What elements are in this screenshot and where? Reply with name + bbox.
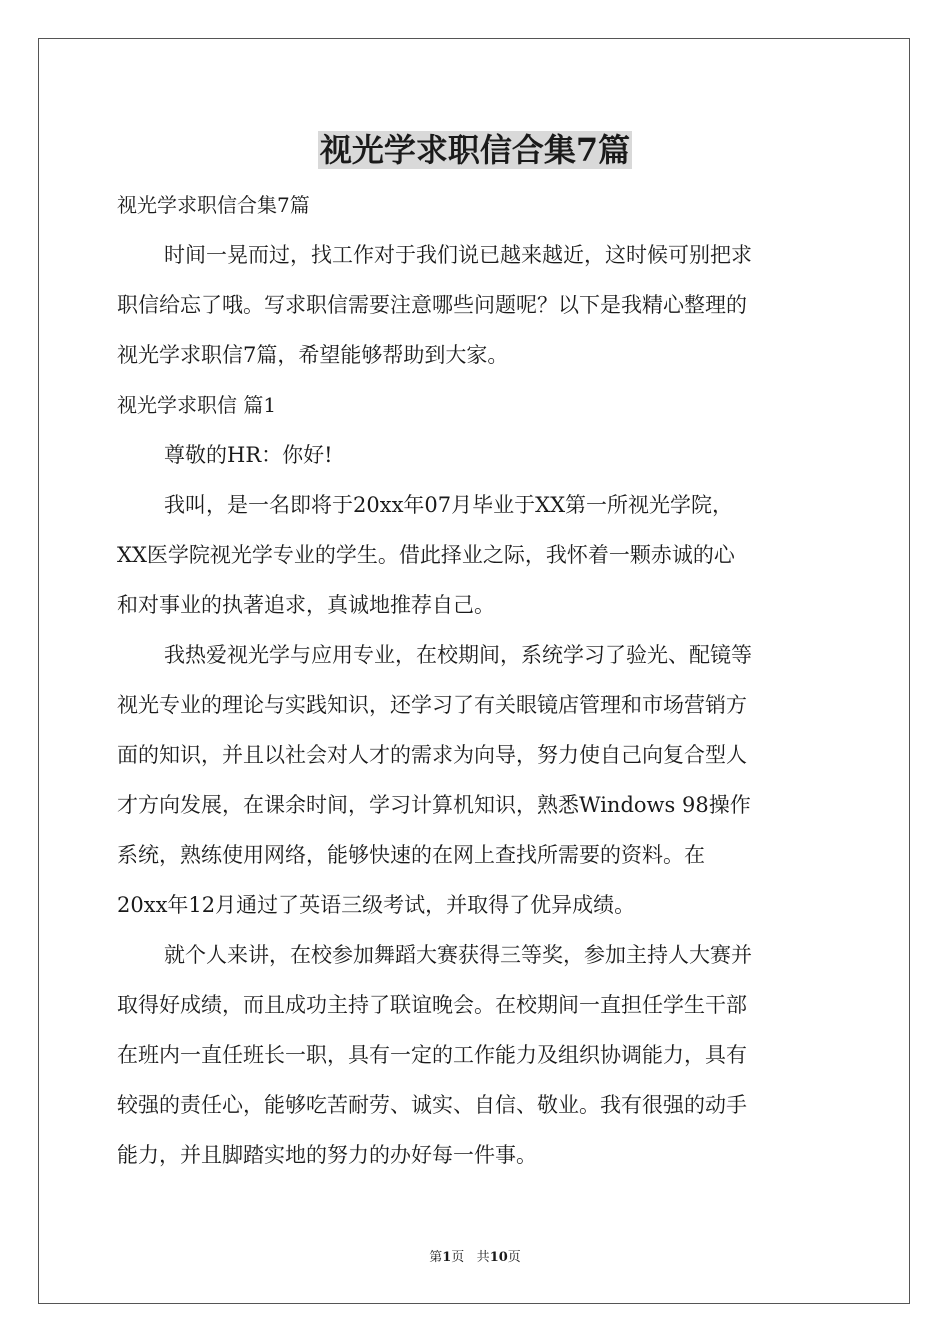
document-title [0,128,950,172]
footer-total-suffix: 页 [507,1250,521,1265]
section-heading: 视光学求职信合集7篇 [117,193,310,217]
footer-total-prefix: 共 [476,1250,490,1265]
paragraph-line: 视光学求职信7篇，希望能够帮助到大家。 [117,343,509,367]
paragraph-line: 面的知识，并且以社会对人才的需求为向导，努力使自己向复合型人 [117,743,747,767]
paragraph-line: XX医学院视光学专业的学生。借此择业之际，我怀着一颗赤诚的心 [117,543,735,567]
paragraph-line: 系统，熟练使用网络，能够快速的在网上查找所需要的资料。在 [117,843,705,867]
paragraph-line: 才方向发展，在课余时间，学习计算机知识，熟悉Windows 98操作 [117,793,751,817]
document-title-text: 视光学求职信合集7篇 [319,131,631,169]
paragraph-line: 较强的责任心，能够吃苦耐劳、诚实、自信、敬业。我有很强的动手 [117,1093,747,1117]
document-body [117,180,835,1180]
paragraph-line: 就个人来讲，在校参加舞蹈大赛获得三等奖，参加主持人大赛并 [164,943,752,967]
page-footer [0,1246,950,1265]
paragraph-line: 我叫，是一名即将于20xx年07月毕业于XX第一所视光学院， [164,493,734,517]
paragraph-line: 职信给忘了哦。写求职信需要注意哪些问题呢？以下是我精心整理的 [117,293,747,317]
section-heading: 视光学求职信 篇1 [117,393,277,417]
paragraph-line: 和对事业的执著追求，真诚地推荐自己。 [117,593,495,617]
paragraph-line: 视光专业的理论与实践知识，还学习了有关眼镜店管理和市场营销方 [117,693,747,717]
footer-page-suffix: 页 [451,1250,465,1265]
footer-total-pages: 10 [489,1250,508,1265]
footer-page-number: 1 [442,1250,452,1265]
paragraph-line: 取得好成绩，而且成功主持了联谊晚会。在校期间一直担任学生干部 [117,993,747,1017]
paragraph-line: 我热爱视光学与应用专业，在校期间，系统学习了验光、配镜等 [164,643,752,667]
paragraph-line: 在班内一直任班长一职，具有一定的工作能力及组织协调能力，具有 [117,1043,747,1067]
paragraph-line: 尊敬的HR：你好! [164,443,333,467]
paragraph-line: 时间一晃而过，找工作对于我们说已越来越近，这时候可别把求 [164,243,752,267]
paragraph-line: 能力，并且脚踏实地的努力的办好每一件事。 [117,1143,537,1167]
paragraph-line: 20xx年12月通过了英语三级考试，并取得了优异成绩。 [117,893,636,917]
footer-page-prefix: 第 [429,1250,443,1265]
